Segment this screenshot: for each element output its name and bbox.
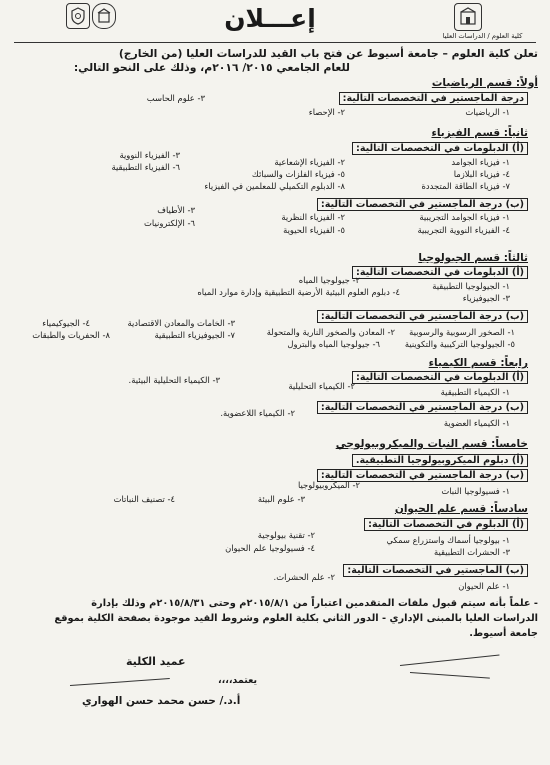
dean-signature-mark xyxy=(70,678,170,686)
geology-heading: ثالثاً: قسم الجيولوجيا xyxy=(418,252,528,264)
chemistry-diploma-1: ١- الكيمياء التطبيقية xyxy=(440,387,510,397)
geology-master-4: ٤- الجيوكيمياء xyxy=(42,318,90,328)
physics-master-3: ٣- الأطياف xyxy=(157,205,195,215)
physics-diploma-2: ٢- الفيزياء الإشعاعية xyxy=(274,157,345,167)
geology-diploma-1: ١- الجيولوجيا التطبيقية xyxy=(432,281,510,291)
crest-icon xyxy=(66,3,90,29)
botany-master-4: ٤- تصنيف النباتات xyxy=(113,494,175,504)
botany-master-3: ٣- علوم البيئة xyxy=(257,494,305,504)
geology-diploma-3: ٣- الجيوفيزياء xyxy=(462,293,510,303)
botany-heading: خامساً: قسم النبات والميكروبيولوجي xyxy=(335,438,528,450)
geology-master-8: ٨- الحفريات والطبقات xyxy=(32,330,110,340)
physics-master-heading: (ب) درجة الماجستير في التخصصات التالية: xyxy=(317,198,528,211)
geology-master-5: ٥- الجيولوجيا التركيبية والتكوينية xyxy=(404,339,515,349)
geology-master-6: ٦- جيولوجيا المياه والبترول xyxy=(287,339,380,349)
geology-master-heading: (ب) درجة الماجستير في التخصصات التالية: xyxy=(317,310,528,323)
faculty-department-label: كلية العلوم / الدراسات العليا xyxy=(442,32,523,40)
geology-diploma-4: ٤- دبلوم العلوم البيئية الأرضية التطبيقية وإدارة موارد المياه xyxy=(197,287,400,297)
chemistry-master-1: ١- الكيمياء العضوية xyxy=(443,418,510,428)
dean-title: عميد الكلية xyxy=(126,655,186,668)
chemistry-diploma-2: ٢- الكيمياء التحليلية xyxy=(288,381,355,391)
physics-master-1: ١- فيزياء الجوامد التجريبية xyxy=(419,212,510,222)
zoology-diploma-2: ٢- تقنية بيولوجية xyxy=(257,530,315,540)
faculty-logo-icon xyxy=(454,3,482,31)
zoology-master-2: ٢- علم الحشرات. xyxy=(273,572,335,582)
zoology-master-1: ١- علم الحيوان xyxy=(458,581,510,591)
approve-label: يعتمد،،،، xyxy=(218,675,258,686)
geology-master-7: ٧- الجيوفيزياء التطبيقية xyxy=(154,330,235,340)
zoology-diploma-1: ١- بيولوجيا أسماك واستزراع سمكي xyxy=(386,535,510,545)
geology-master-3: ٣- الخامات والمعادن الاقتصادية xyxy=(127,318,235,328)
physics-diploma-7: ٧- فيزياء الطاقة المتجددة xyxy=(421,181,510,191)
botany-master-heading: (ب) درجة الماجستير في التخصصات التالية: xyxy=(317,469,528,482)
zoology-diploma-heading: (أ) الدبلوم في التخصصات التالية: xyxy=(364,518,528,531)
intro-line-1: تعلن كلية العلوم – جامعة أسيوط عن فتح باب القيد للدراسات العليا (من الخارج) xyxy=(118,47,538,60)
geology-master-2: ٢- المعادن والصخور النارية والمتحولة xyxy=(266,327,395,337)
botany-master-2: ٢- الميكروبيولوجيا xyxy=(297,480,360,490)
chemistry-master-2: ٢- الكيمياء اللاعضوية. xyxy=(220,408,295,418)
physics-heading: ثانياً: قسم الفيزياء xyxy=(431,127,528,139)
math-item-2: ٢- الإحصاء xyxy=(308,107,345,117)
zoology-diploma-4: ٤- فسيولوجيا علم الحيوان xyxy=(225,543,315,553)
geology-diploma-heading: (أ) الدبلومات في التخصصات التالية: xyxy=(352,266,528,279)
physics-diploma-4: ٤- فيزياء البلازما xyxy=(453,169,510,179)
math-master-heading: درجة الماجستير في التخصصات التالية: xyxy=(339,92,528,105)
physics-diploma-heading: (أ) الدبلومات في التخصصات التالية: xyxy=(352,142,528,155)
zoology-master-heading: (ب) الماجستير في التخصصات التالية: xyxy=(343,564,528,577)
notice-line-2: الدراسات العليا بالمبنى الإداري - الدور الثاني بكلية العلوم وشروط القيد موجودة بصفحة الكلية بموقع xyxy=(54,613,538,624)
math-item-1: ١- الرياضيات xyxy=(465,107,510,117)
math-item-3: ٣- علوم الحاسب xyxy=(146,93,205,103)
chemistry-master-heading: (ب) درجة الماجستير في التخصصات التالية: xyxy=(317,401,528,414)
physics-diploma-3: ٣- الفيزياء النووية xyxy=(119,150,180,160)
math-heading: أولاً: قسم الرياضيات xyxy=(431,77,538,89)
botany-master-1: ١- فسيولوجيا النبات xyxy=(441,486,510,496)
chemistry-diploma-heading: (أ) الدبلومات في التخصصات التالية: xyxy=(352,371,528,384)
geology-master-1: ١- الصخور الرسوبية والرسوبية xyxy=(409,327,515,337)
physics-master-6: ٦- الإلكترونيات xyxy=(144,218,195,228)
signature-mark-2 xyxy=(410,672,490,679)
signature-mark xyxy=(400,655,500,666)
physics-diploma-8: ٨- الدبلوم التكميلي للمعلمين في الفيزياء xyxy=(204,181,345,191)
physics-master-2: ٢- الفيزياء النظرية xyxy=(281,212,345,222)
chemistry-heading: رابعاً: قسم الكيمياء xyxy=(428,357,528,369)
dean-name: أ.د./ حسن محمد حسن الهواري xyxy=(82,695,241,707)
zoology-diploma-3: ٣- الحشرات التطبيقية xyxy=(433,547,510,557)
botany-diploma-heading: (أ) دبلوم الميكروبيولوجيا التطبيقية. xyxy=(352,454,528,467)
header-divider xyxy=(14,42,536,43)
physics-diploma-5: ٥- فيزياء الفلزات والسبائك xyxy=(251,169,345,179)
chemistry-diploma-3: ٣- الكيمياء التحليلية البيئية. xyxy=(128,375,220,385)
university-icon xyxy=(92,3,116,29)
notice-line-1: - علماً بأنه سيتم قبول ملفات المتقدمين اعتباراً من ٢٠١٥/٨/١م وحتى ٢٠١٥/٨/٣١م وذلك بإدارة xyxy=(91,598,538,609)
page-title: إعـــلان xyxy=(224,4,316,33)
zoology-heading: سادساً: قسم علم الحيوان xyxy=(394,503,528,515)
physics-diploma-6: ٦- الفيزياء التطبيقية xyxy=(111,162,180,172)
geology-diploma-2: ٢- جيولوجيا المياه xyxy=(298,275,360,285)
physics-master-5: ٥- الفيزياء الحيوية xyxy=(283,225,345,235)
physics-master-4: ٤- الفيزياء النووية التجريبية xyxy=(417,225,510,235)
intro-line-2: للعام الجامعي ٢٠١٥/ ٢٠١٦م، وذلك على النحو التالي: xyxy=(73,61,350,74)
physics-diploma-1: ١- فيزياء الجوامد xyxy=(451,157,510,167)
notice-line-3: جامعة أسيوط. xyxy=(469,628,538,639)
